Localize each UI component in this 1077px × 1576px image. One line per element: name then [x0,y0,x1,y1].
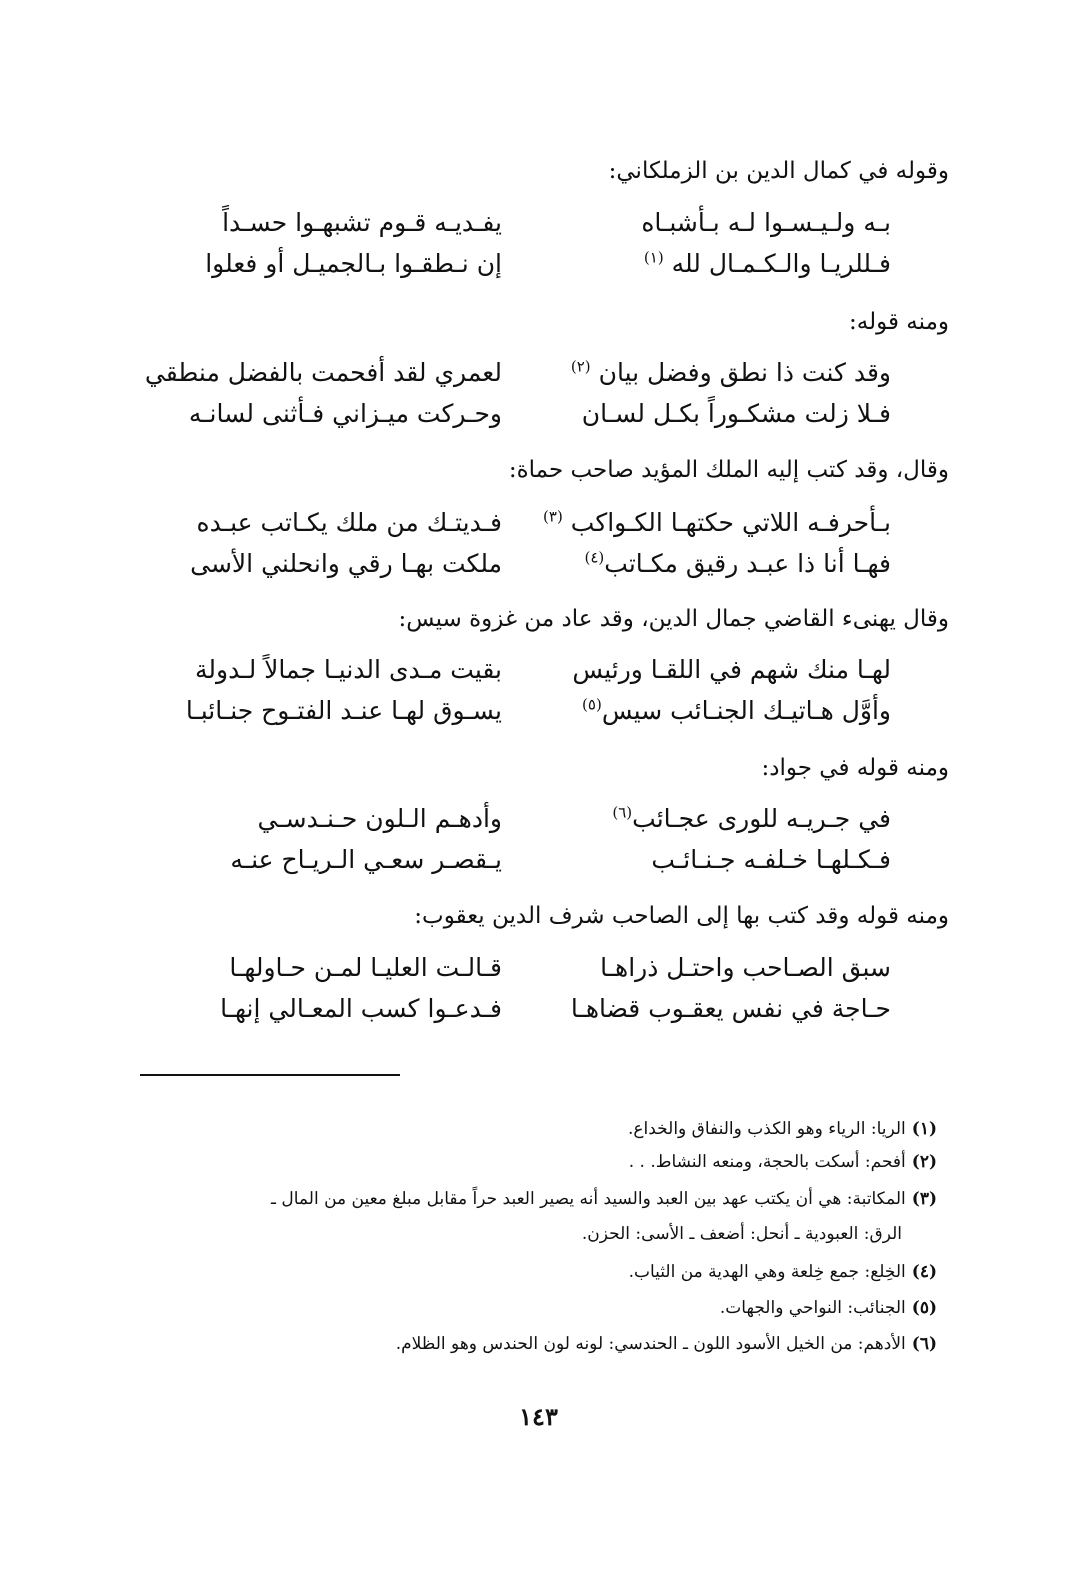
verse-first-hemistich: وحـركت ميـزاني فـأثنى لسانـه [188,399,502,428]
footnote [628,1117,937,1141]
verse-first-hemistich: يسـوق لهـا عنـد الفتـوح جنـائبـا [185,696,502,725]
footnote-text: الجنائب: النواحي والجهات. [719,1298,906,1318]
verse-second-hemistich: وأوَّل هـاتيـك الجنـائب سيس$^{(٥)}$ [582,695,891,725]
verse-second-hemistich: فهـا أنا ذا عبـد رقيق مكـاتب$^{(٤)}$ [584,548,891,578]
section-intro: وقال يهنىء القاضي جمال الدين، وقد عاد من غزوة سيس: [398,606,949,632]
verse-first-hemistich: قـالـت العليـا لمـن حـاولهـا [229,953,502,982]
verse-second-hemistich: سبق الصـاحب واحتـل ذراهـا [600,953,891,982]
verse-first-hemistich: وأدهـم الـلون حـنـدسـي [257,804,502,833]
verse-second-hemistich: في جـريـه للورى عجـائب$^{(٦)}$ [612,803,891,833]
page-number: ١٤٣ [519,1402,558,1431]
footnote [629,1150,937,1174]
footnote-number: (٦) [911,1334,937,1354]
footnote-number: (٢) [911,1152,937,1172]
footnote-text: المكاتبة: هي أن يكتب عهد بين العبد والسيد أنه يصير العبد حراً مقابل مبلغ معين من المال ـ [271,1189,906,1209]
footnote-number: (٥) [911,1298,937,1318]
footnote [396,1332,937,1356]
verse-first-hemistich: لعمري لقد أفحمت بالفضل منطقي [144,358,502,387]
verse-first-hemistich: فـدعـوا كسب المعـالي إنهـا [220,994,502,1023]
verse-second-hemistich: فـلا زلت مشكـوراً بكـل لسـان [581,399,891,428]
footnote-text: الرق: العبودية ـ أنحل: أضعف ـ الأسى: الحزن. [581,1224,902,1244]
verse-first-hemistich: يفـديـه قـوم تشبهـوا حسـداً [222,208,502,237]
verse-second-hemistich: وقد كنت ذا نطق وفضل بيان $^{(٢)}$ [570,357,891,387]
verse-first-hemistich: بقيت مـدى الدنيـا جمالاً لـدولة [195,655,502,684]
verse-first-hemistich: ملكت بهـا رقي وانحلني الأسى [190,549,502,578]
section-intro: ومنه قوله: [849,309,949,335]
section-intro: وقوله في كمال الدين بن الزملكاني: [608,158,949,184]
verse-second-hemistich: فـكـلهـا خـلفـه جـنـائـب [651,845,891,874]
footnote [271,1187,937,1211]
footnote-text: الخِلع: جمع خِلعة وهي الهدية من الثياب. [628,1262,906,1282]
footnote-marker: (٥) [582,695,602,714]
footnote-separator [140,1074,400,1076]
verse-first-hemistich: يـقصـر سعـي الـريـاح عنـه [230,845,502,874]
footnote-marker: (٢) [570,357,591,376]
footnote-number: (٣) [911,1189,937,1209]
verse-second-hemistich: فـللريـا والـكـمـال لله $^{(١)}$ [643,248,891,278]
footnote-marker: (١) [643,248,664,267]
verse-second-hemistich: لهـا منك شهم في اللقـا ورئيس [572,655,891,684]
footnote-continuation [582,1222,902,1246]
footnote [720,1296,937,1320]
footnote-marker: (٦) [612,803,633,822]
verse-first-hemistich: إن نـطقـوا بـالجميـل أو فعلوا [205,249,502,278]
section-intro: ومنه قوله وقد كتب بها إلى الصاحب شرف الدين يعقوب: [414,903,949,929]
footnote-text: أفحم: أسكت بالحجة، ومنعه النشاط. . . [628,1152,906,1172]
verse-second-hemistich: بـأحرفـه اللاتي حكتهـا الكـواكب $^{(٣)}$ [543,507,891,537]
footnote-marker: (٤) [584,548,605,567]
section-intro: ومنه قوله في جواد: [761,755,949,781]
footnote [629,1260,937,1284]
verse-first-hemistich: فـديتـك من ملك يكـاتب عبـده [196,508,502,537]
verse-second-hemistich: حـاجة في نفس يعقـوب قضاهـا [570,994,891,1023]
footnote-marker: (٣) [543,507,563,526]
footnote-number: (١) [911,1119,937,1139]
footnote-text: الريا: الرياء وهو الكذب والنفاق والخداع. [627,1119,906,1139]
footnote-number: (٤) [911,1262,937,1282]
verse-second-hemistich: بـه ولـيـسـوا لـه بـأشبـاه [641,208,891,237]
footnote-text: الأدهم: من الخيل الأسود اللون ـ الحندسي: لونه لون الحندس وهو الظلام. [395,1334,906,1354]
section-intro: وقال، وقد كتب إليه الملك المؤيد صاحب حماة: [508,457,949,483]
